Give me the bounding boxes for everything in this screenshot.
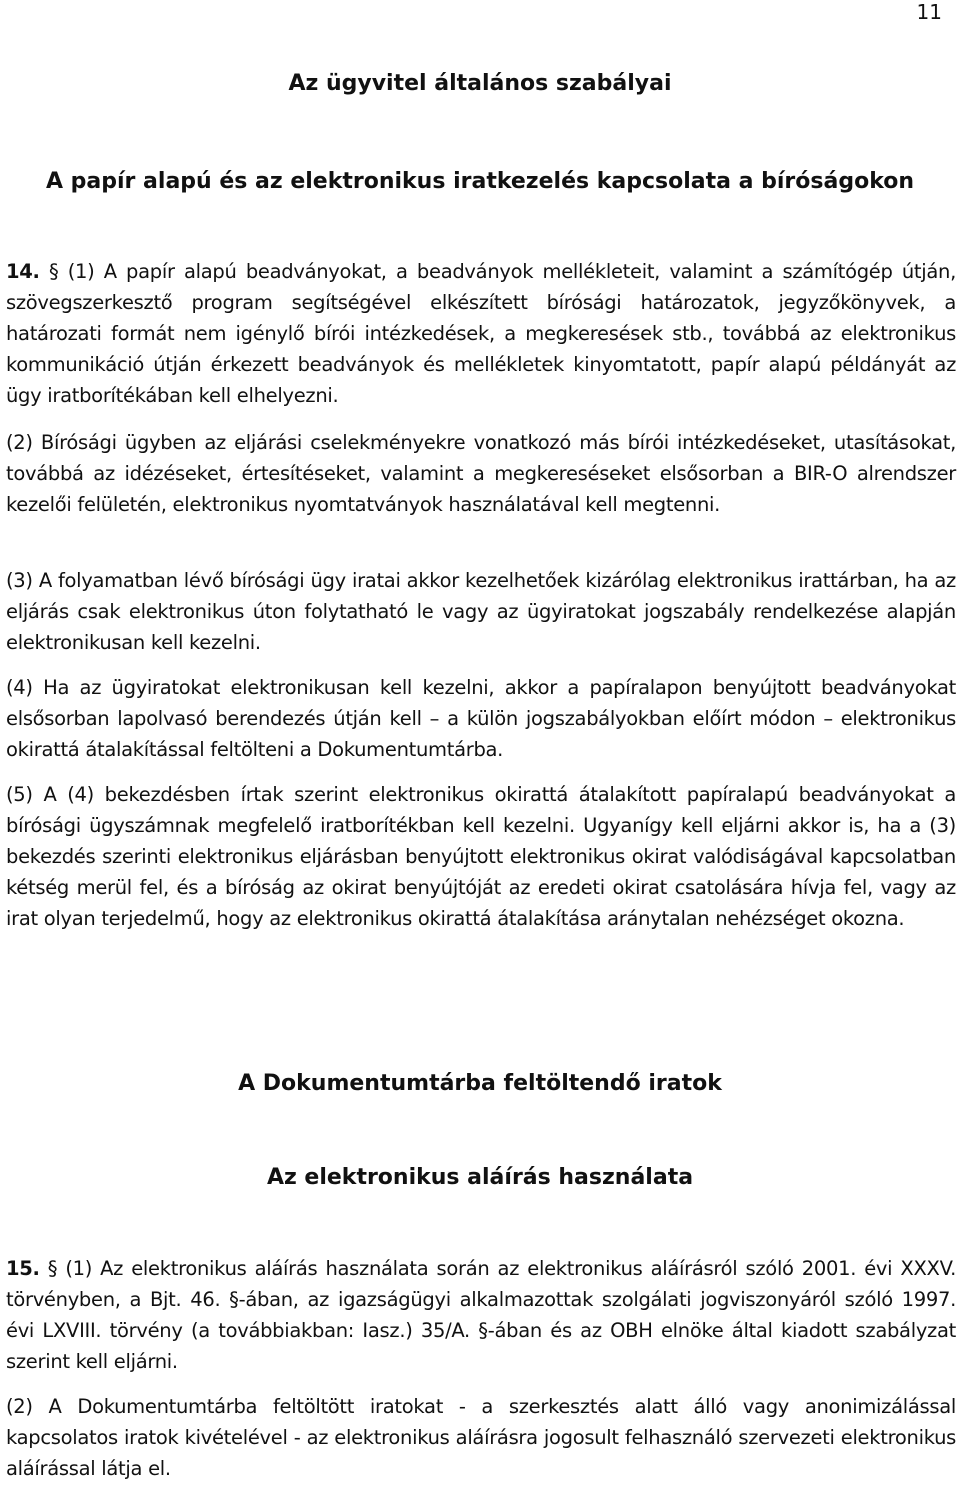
section-14-paragraph-1 (6, 256, 956, 411)
subsection-title-alairas: Az elektronikus aláírás használata (266, 1165, 694, 1190)
section-title: A papír alapú és az elektronikus iratkezelés kapcsolata a bíróságokon (45, 169, 915, 194)
section-14-number: 14. (6, 260, 40, 283)
section-14-paragraph-4: (4) Ha az ügyiratokat elektronikusan kell kezelni, akkor a papíralapon benyújtott beadványokat elsősorban lapolvasó berendezés útján kell – a külön jogszabályokban előírt módon – elektronikus okirattá átalakítással feltölteni a Dokumentumtárba. (6, 676, 956, 761)
section-15-paragraph-1 (6, 1253, 956, 1377)
section-14-paragraph-2: (2) Bírósági ügyben az eljárási cselekményekre vonatkozó más bírói intézkedéseket, utasításokat, továbbá az idézéseket, értesítéseket, valamint a megkereséseket elsősorban a BIR-O alrendszer kezelői felületén, elektronikus nyomtatványok használatával kell megtenni. (6, 431, 956, 516)
page-number: 11 (916, 0, 942, 24)
section-14-paragraph-3: (3) A folyamatban lévő bírósági ügy iratai akkor kezelhetőek kizárólag elektronikus irattárban, ha az eljárás csak elektronikus úton folytatható le vagy az ügyiratokat jogszabály rendelkezése alapján elektronikusan kell kezelni. (6, 569, 956, 654)
section-15-paragraph-2: (2) A Dokumentumtárba feltöltött iratokat - a szerkesztés alatt álló vagy anonimizálással kapcsolatos iratok kivételével - az elektronikus aláírásra jogosult felhasználó szervezeti elektronikus aláírással látja el. (6, 1395, 956, 1480)
section-15-number: 15. (6, 1257, 40, 1280)
section-14-paragraph-1-text: § (1) A papír alapú beadványokat, a beadványok mellékleteit, valamint a számítógép útján, szövegszerkesztő program segítségével elkészített bírósági határozatok, jegyzőkönyvek, a határozati formát nem igénylő bírói intézkedések, a megkeresések stb., továbbá az elektronikus kommunikáció útján érkezett beadványok és mellékletek kinyomtatott, papír alapú példányát az ügy iratborítékában kell elhelyezni. (6, 260, 956, 407)
section-15-paragraph-1-text: § (1) Az elektronikus aláírás használata során az elektronikus aláírásról szóló 2001. évi XXXV. törvényben, a Bjt. 46. §-ában, az igazságügyi alkalmazottak szolgálati jogviszonyáról szóló 1997. évi LXVIII. törvény (a továbbiakban: Iasz.) 35/A. §-ában és az OBH elnöke által kiadott szabályzat szerint kell eljárni. (6, 1257, 956, 1373)
main-title: Az ügyvitel általános szabályai (288, 71, 672, 96)
section-14-paragraph-5: (5) A (4) bekezdésben írtak szerint elektronikus okirattá átalakított papíralapú beadványokat a bírósági ügyszámnak megfelelő iratborítékban kell kezelni. Ugyanígy kell eljárni akkor is, ha a (3) bekezdés szerinti elektronikus eljárásban benyújtott elektronikus okirat valódiságával kapcsolatban kétség merül fel, és a bíróság az okirat benyújtóját az eredeti okirat csatolására hívja fel, vagy az irat olyan terjedelmű, hogy az elektronikus okirattá átalakítása aránytalan nehézséget okozna. (6, 783, 956, 930)
subsection-title-dokumentumtar: A Dokumentumtárba feltöltendő iratok (238, 1071, 722, 1096)
